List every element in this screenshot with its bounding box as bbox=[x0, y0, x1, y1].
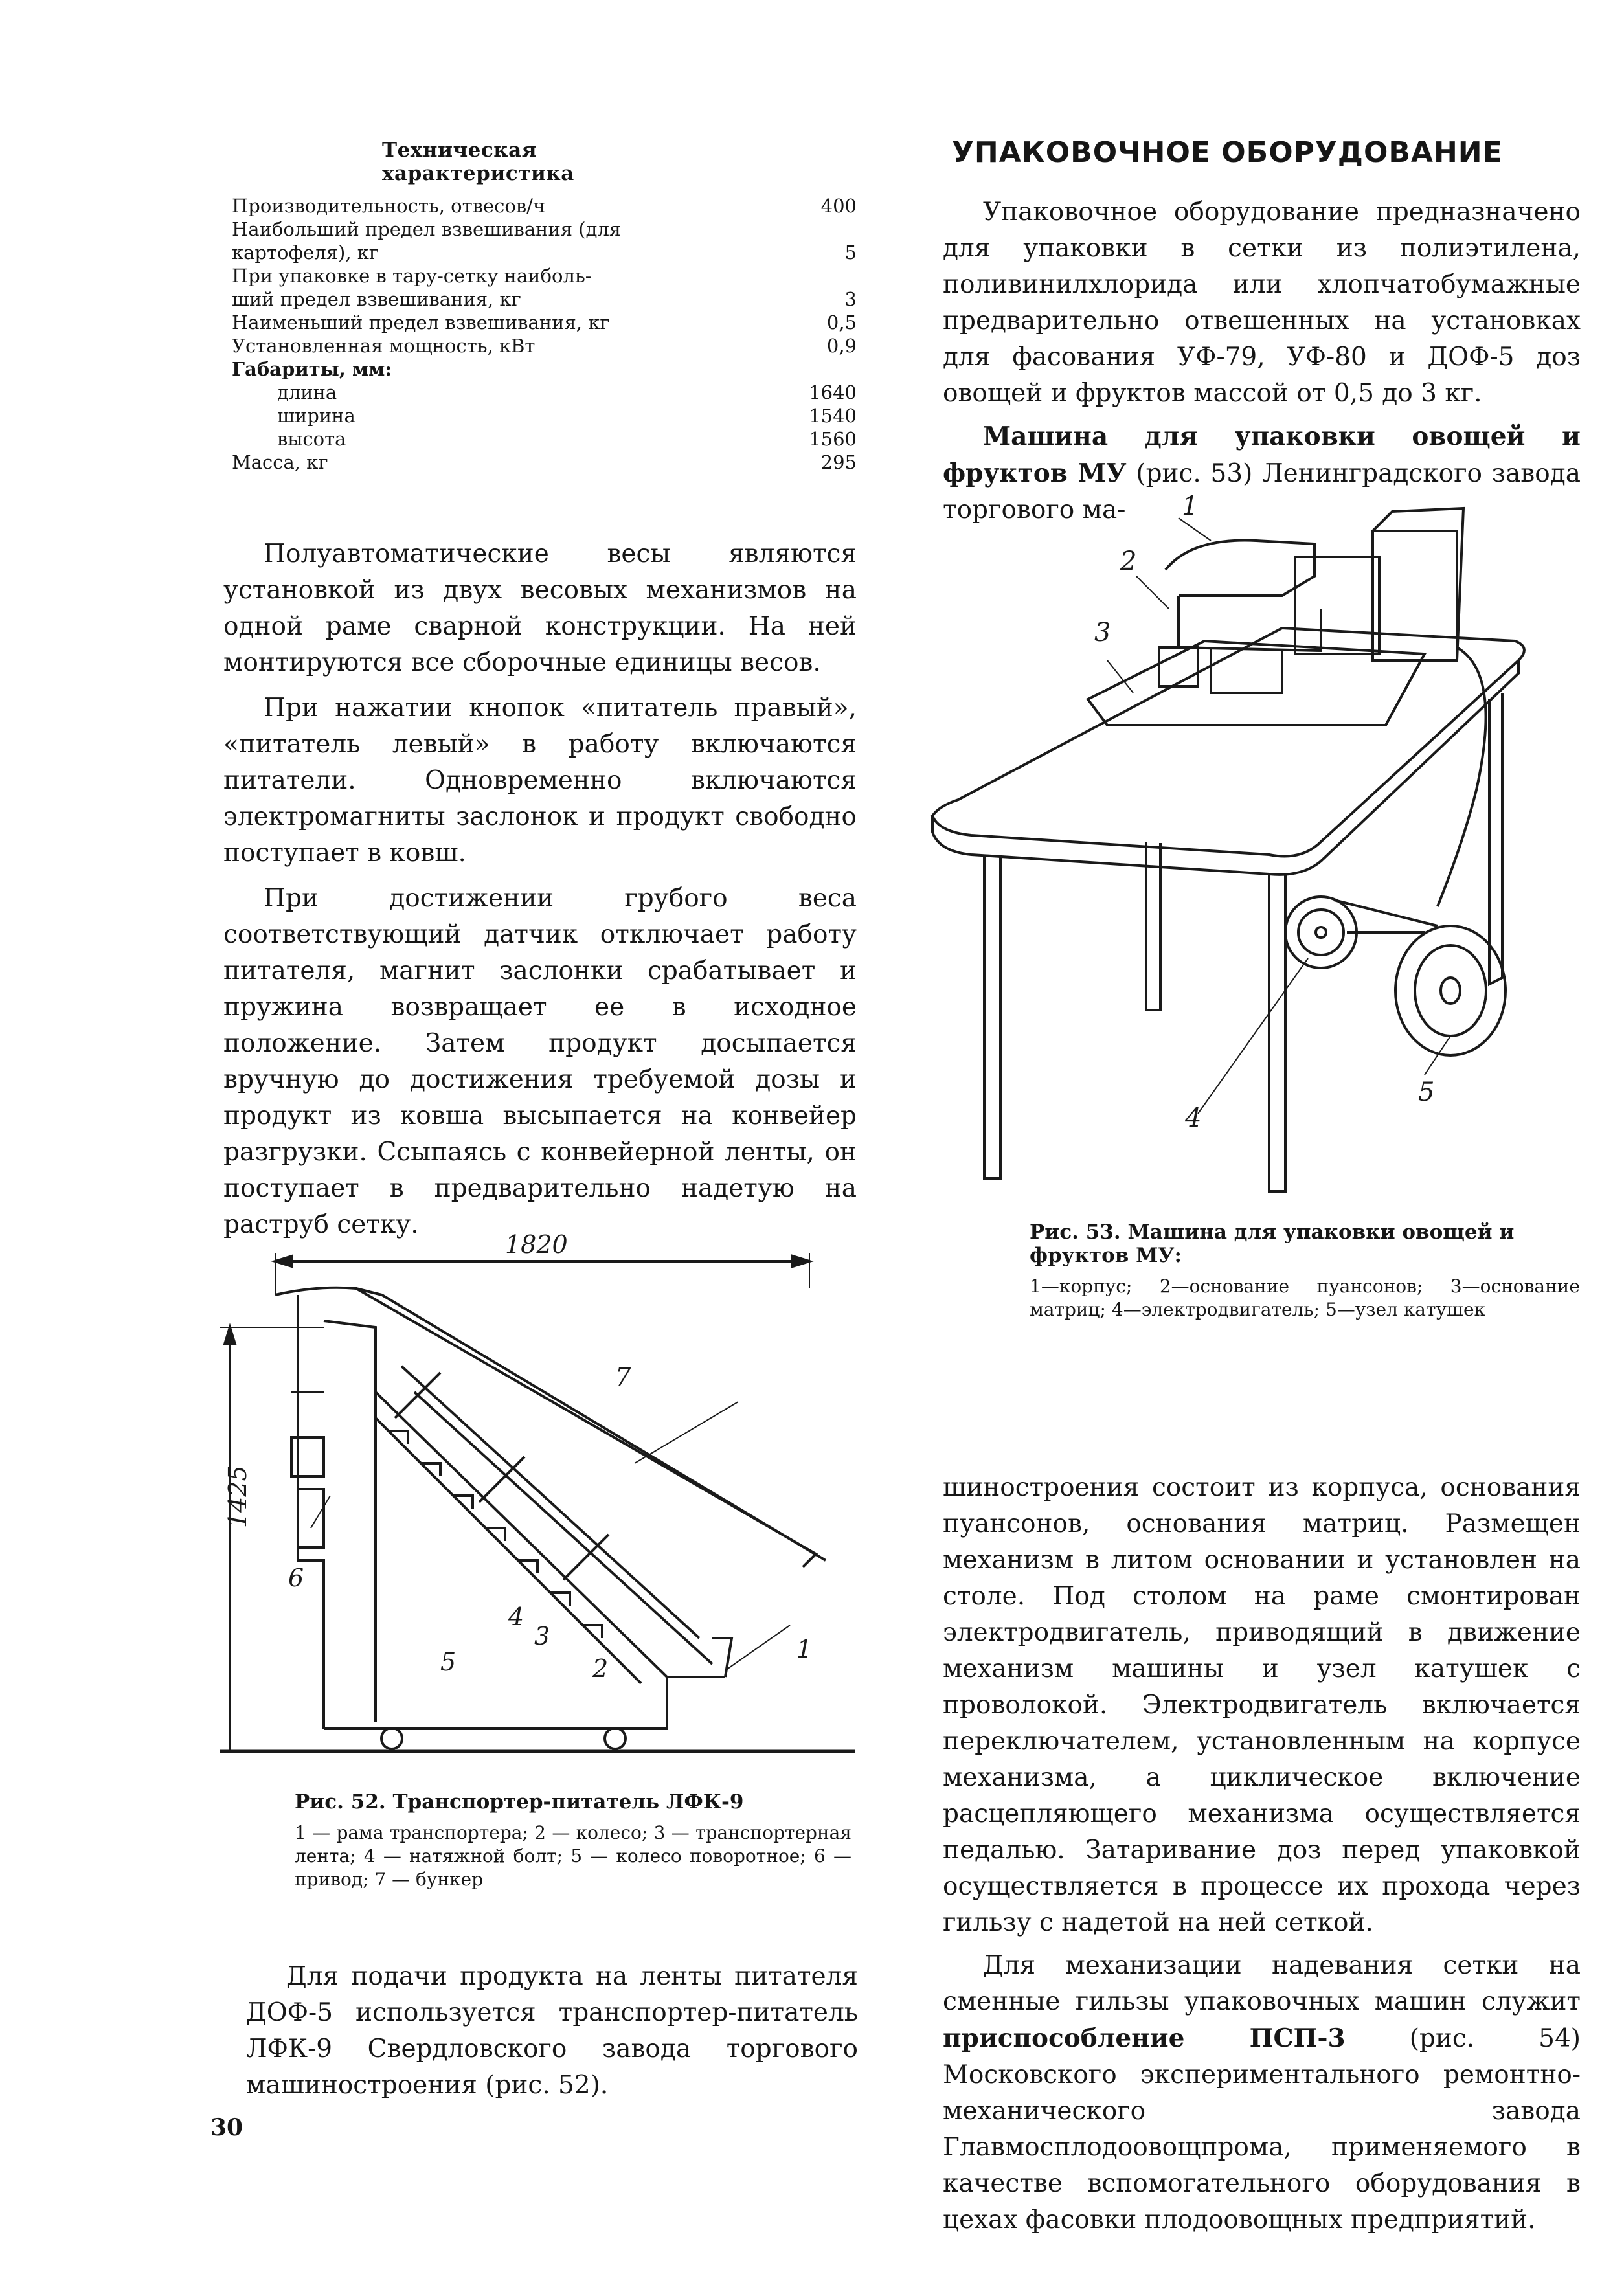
figure-label: 2 bbox=[1120, 546, 1137, 576]
figure-53-packing-machine-drawing bbox=[919, 479, 1586, 1211]
figure-52-transporter-drawing bbox=[220, 1224, 855, 1768]
paragraph: Для подачи продукта на ленты питателя ДОФ-5 используется транспортер-питатель ЛФК-9 Свердловского завода торгового машиностроения (рис. 52). bbox=[246, 1962, 858, 2100]
figure-label: 1 bbox=[796, 1635, 813, 1663]
left-text-block bbox=[223, 536, 857, 1243]
caption-text: 1 — рама транспортера; 2 — колесо; 3 — транспортерная лента; 4 — натяжной болт; 5 — колесо поворотное; 6 — привод; 7 — бункер bbox=[295, 1822, 851, 1890]
spec-row: Масса, кг 295 bbox=[232, 451, 857, 473]
paragraph bbox=[943, 1948, 1581, 2238]
dimension-height-label: 1425 bbox=[223, 1465, 252, 1528]
spec-row: Наибольший предел взвешивания (для bbox=[232, 218, 622, 240]
paragraph: При достижении грубого веса соответствующий датчик отключает работу питателя, магнит заслонки срабатывает и пружина возвращает ее в исходное положение. Затем продукт досыпается вручную до достижения требуемой дозы и продукт из ковша высыпается на конвейер разгрузки. Ссыпаясь с конвейерной ленты, он поступает в предварительно надетую на раструб сетку. bbox=[223, 884, 857, 1239]
figure-label: 1 bbox=[1182, 491, 1199, 521]
figure-53-caption bbox=[1030, 1220, 1580, 1321]
caption-title: Рис. 53. Машина для упаковки овощей и фруктов МУ: bbox=[1030, 1220, 1515, 1267]
paragraph-part: (рис. 54) Московского экспериментального ремонтно-механического завода Главмосплодоовощпрома, применяемого в качестве вспомогательного оборудования в цехах фасовки плодоовощных предприятий. bbox=[943, 2024, 1581, 2234]
page-number: 30 bbox=[210, 2114, 243, 2141]
spec-row: длина 1640 bbox=[277, 381, 857, 403]
spec-row: Производительность, отвесов/ч 400 bbox=[232, 195, 857, 217]
spec-title: Техническая характеристика bbox=[382, 139, 574, 185]
figure-label: 3 bbox=[1094, 618, 1111, 647]
spec-table bbox=[232, 194, 857, 474]
spec-row: Наименьший предел взвешивания, кг 0,5 bbox=[232, 311, 857, 333]
figure-label: 4 bbox=[1185, 1103, 1202, 1133]
paragraph: При нажатии кнопок «питатель правый», «питатель левый» в работу включаются питатели. Одновременно включаются электромагниты заслонок и продукт свободно поступает в ковш. bbox=[223, 693, 857, 868]
figure-label: 7 bbox=[615, 1363, 631, 1391]
paragraph: Упаковочное оборудование предназначено для упаковки в сетки из полиэтилена, поливинилхлорида или хлопчатобумажные предварительно отвешенных на установках для фасования УФ-79, УФ-80 и ДОФ-5 доз овощей и фруктов массой от 0,5 до 3 кг. bbox=[943, 197, 1581, 408]
section-title: УПАКОВОЧНОЕ ОБОРУДОВАНИЕ bbox=[952, 136, 1503, 169]
spec-row: При упаковке в тару-сетку наиболь- bbox=[232, 265, 592, 287]
figure-label: 3 bbox=[534, 1622, 550, 1650]
caption-title: Рис. 52. Транспортер-питатель ЛФК-9 bbox=[295, 1790, 744, 1814]
figure-52-caption bbox=[295, 1790, 851, 1891]
paragraph-part: Для механизации надевания сетки на сменные гильзы упаковочных машин служит bbox=[943, 1951, 1581, 2016]
caption-text: 1—корпус; 2—основание пуансонов; 3—основание матриц; 4—электродвигатель; 5—узел катушек bbox=[1030, 1276, 1580, 1320]
figure-label: 6 bbox=[288, 1564, 304, 1592]
dimension-width-label: 1820 bbox=[505, 1230, 568, 1259]
paragraph: Полуавтоматические весы являются установкой из двух весовых механизмов на одной раме сварной конструкции. На ней монтируются все сборочные единицы весов. bbox=[223, 539, 857, 677]
spec-row: высота 1560 bbox=[277, 428, 857, 450]
spec-row: Установленная мощность, кВт 0,9 bbox=[232, 335, 857, 357]
right-text-bottom bbox=[943, 1470, 1581, 2238]
spec-row: картофеля), кг 5 bbox=[232, 242, 857, 264]
left-text-bottom bbox=[246, 1959, 858, 2104]
right-text-top bbox=[943, 194, 1581, 528]
spec-row: ширина 1540 bbox=[277, 405, 857, 427]
bold-term: приспособление ПСП-3 bbox=[943, 2023, 1346, 2053]
paragraph-rest: (рис. 53) Ленинградского завода торгового ма- bbox=[943, 459, 1581, 524]
figure-label: 4 bbox=[508, 1603, 524, 1631]
figure-label: 5 bbox=[1418, 1077, 1435, 1107]
figure-label: 2 bbox=[592, 1654, 609, 1683]
paragraph: шиностроения состоит из корпуса, основания пуансонов, основания матриц. Размещен механизм в литом основании и установлен на столе. Под столом на раме смонтирован электродвигатель, приводящий в движение механизм машины и узел катушек с проволокой. Электродвигатель включается переключателем, установленным на корпусе механизма, а циклическое включение расцепляющего механизма осуществляется педалью. Затаривание доз перед упаковкой осуществляется в процессе их прохода через гильзу с надетой на ней сеткой. bbox=[943, 1473, 1581, 1937]
spec-row: Габариты, мм: bbox=[232, 358, 392, 380]
figure-label: 5 bbox=[440, 1648, 457, 1676]
spec-row: ший предел взвешивания, кг 3 bbox=[232, 288, 857, 310]
bold-term: Машина для упаковки овощей и фруктов МУ bbox=[943, 422, 1581, 488]
